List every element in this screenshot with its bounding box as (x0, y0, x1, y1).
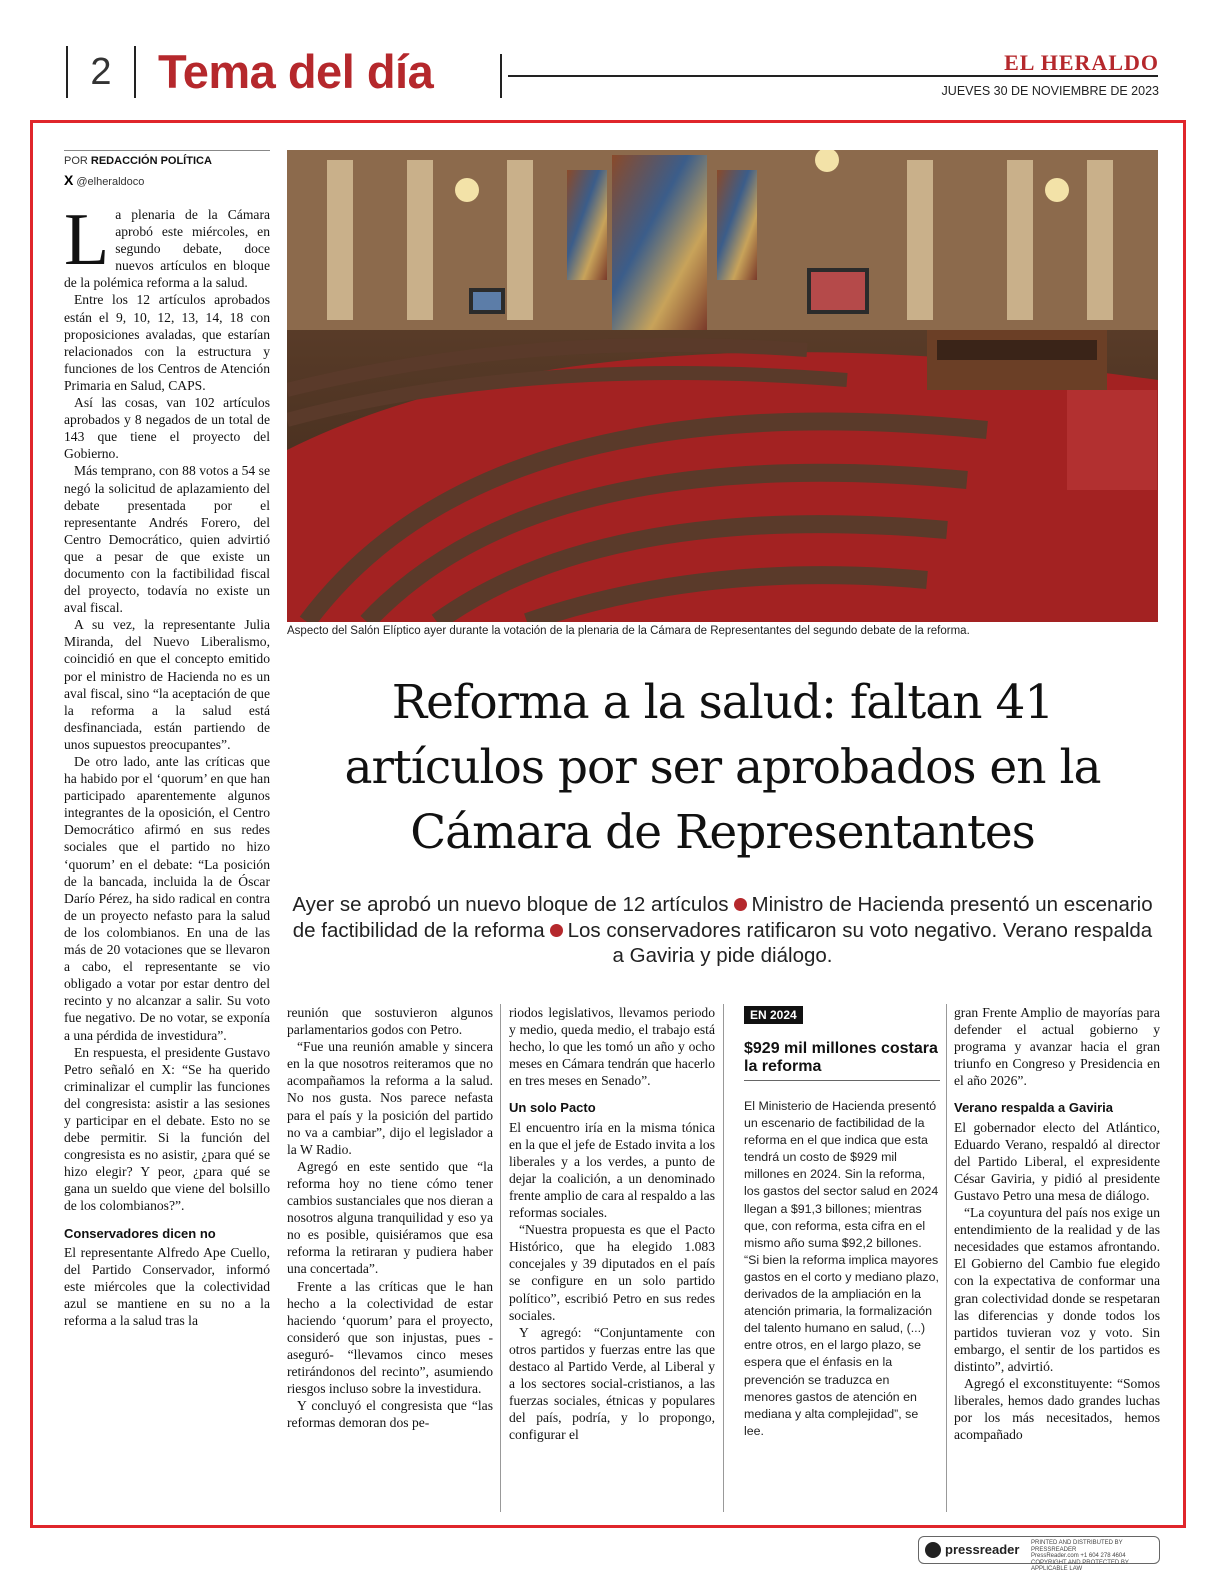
drop-cap: L (64, 199, 110, 281)
paragraph: Agregó en este sentido que “la reforma hoy no tiene cómo tener cambios sustanciales que nos dieran a nosotros alguna tranquilidad y eso ya no es posible, quisiéramos que esa reforma la retiraran y pudiera haber una concertada”. (287, 1158, 493, 1277)
paragraph: Frente a las críticas que le han hecho a la colectividad de estar haciendo ‘quorum’ para el proyecto, consideró que son injustas, pues -aseguró- “llevamos cinco meses retirándonos del recinto”, asumiendo riesgos incluso sobre la investidura. (287, 1278, 493, 1397)
column-divider (723, 1004, 724, 1512)
paragraph: gran Frente Amplio de mayorías para defender el actual gobierno y programa y avanzar hacia el gran triunfo en Congreso y Presidencia en el año 2026”. (954, 1005, 1160, 1089)
subheading: Conservadores dicen no (64, 1225, 216, 1241)
paragraph: “La coyuntura del país nos exige un entendimiento de la realidad y de las necesidades que estamos afrontando. El Gobierno del Cambio fue elegido con la expectativa de conformar una gran colectividad donde se respetaran las diferencias y donde todos los partidos tuvieran voz y voto. Sin embargo, el sentir de los partidos es distinto”, advirtió. (954, 1205, 1160, 1374)
social-handle[interactable] (64, 172, 144, 188)
paragraph: Entre los 12 artículos aprobados están el 9, 10, 12, 13, 14, 18 con proposiciones avaladas, que estarían relacionados con la estructura y funciones de los Centros de Atención Primaria en Salud, CAPS. (64, 292, 270, 393)
paragraph: Y concluyó el congresista que “las reformas demoran dos pe- (287, 1398, 493, 1431)
page-number: 2 (90, 51, 112, 93)
summary (287, 892, 1158, 969)
photo-caption: Aspecto del Salón Elíptico ayer durante la votación de la plenaria de la Cámara de Representantes del segundo debate de la reforma. (287, 625, 970, 637)
paragraph: Y agregó: “Conjuntamente con otros partidos y fuerzas entre las que destaco al Partido Verde, al Liberal y a los sectores social-cristianos, a las fuerzas sociales, étnicas y populares del país, podría, y lo propongo, configurar el (509, 1324, 715, 1443)
byline-author: REDACCIÓN POLÍTICA (90, 155, 212, 167)
x-icon: X (64, 172, 74, 188)
subheading: Un solo Pacto (509, 1100, 596, 1116)
paragraph: “Nuestra propuesta es que el Pacto Histórico, que ha elegido 1.083 concejales y 39 diputados en el país se configure en un solo partido político”, escribió Petro en sus redes sociales. (509, 1222, 715, 1323)
paragraph: En respuesta, el presidente Gustavo Petro señaló en X: “Se ha querido criminalizar el cumplir las funciones del congresista: asistir a las sesiones y participar en el debate. Esto no se debe permitir. Si la función del congresista es no asistir, ¿para qué se hizo elegir? Y peor, ¿para qué se gana un sueldo que viene del bolsillo de los colombianos?”. (64, 1044, 270, 1214)
page-number-box (66, 46, 136, 98)
divider (500, 54, 502, 98)
article-column-2 (287, 1004, 493, 1431)
column-divider (946, 1004, 947, 1512)
paragraph: La plenaria de la Cámara aprobó este miércoles, en segundo debate, doce nuevos artículos en bloque de la polémica reforma a la salud. (64, 199, 270, 291)
section-title: Tema del día (158, 45, 434, 98)
article-column-3 (509, 1004, 715, 1443)
summary-point-3: Los conservadores ratificaron su voto negativo. Verano respalda a Gaviria y pide diálogo. (567, 918, 1153, 967)
headline: Reforma a la salud: faltan 41 artículos por ser aprobados en la Cámara de Representantes (344, 675, 1101, 860)
article-column-5 (954, 1004, 1160, 1443)
paragraph: Más temprano, con 88 votos a 54 se negó la solicitud de aplazamiento del debate presentada por el representante Andrés Forero, del Centro Democrático, quien advirtió que a pesar de que existe un documento con la factibilidad fiscal del proyecto, todavía no existe un aval fiscal. (64, 463, 270, 616)
sidebar-text: El Ministerio de Hacienda presentó un escenario de factibilidad de la reforma en el que indica que esta tendrá un costo de $929 mil millones en 2024. Sin la reforma, los gastos del sector salud en 2024 llegan a $91,3 billones; mientras que, con reforma, esta cifra en el mismo año suma $92,2 billones. “Si bien la reforma implica mayores gastos en el corto y mediano plazo, derivados de la ampliación en la atención primaria, la formalización del talento humano en salud, (...) entre otros, en el largo plazo, se espera que el énfasis en la prevención se traduzca en menores gastos de atención en mediana y alta complejidad”, se lee. (744, 1099, 939, 1438)
subheading: Verano respalda a Gaviria (954, 1100, 1113, 1116)
issue-date: JUEVES 30 DE NOVIEMBRE DE 2023 (941, 84, 1159, 98)
bullet-dot-icon (734, 898, 747, 911)
newspaper-logo: EL HERALDO (1004, 50, 1159, 75)
parliament-illustration (287, 150, 1158, 622)
paragraph: El representante Alfredo Ape Cuello, del Partido Conservador, informó este miércoles que la colectividad azul se mantiene en su no a la reforma a la salud tras la (64, 1244, 270, 1328)
pressreader-badge[interactable] (918, 1536, 1160, 1572)
column-divider (500, 1004, 501, 1512)
sidebar-title: $929 mil millones costara la reforma (744, 1040, 940, 1081)
paragraph: Agregó el exconstituyente: “Somos liberales, hemos dado grandes luchas por los más necesitados, hemos acompañado (954, 1375, 1160, 1443)
paragraph: Así las cosas, van 102 artículos aprobados y 8 negados de un total de 143 que tiene el proyecto del Gobierno. (64, 395, 270, 462)
byline-prefix: POR (64, 155, 88, 167)
paragraph: El encuentro iría en la misma tónica en la que el jefe de Estado invita a los liberales y a los verdes, a punto de dejar la coalición, a un denominado frente amplio de cara al respaldo a las reformas sociales. (509, 1119, 715, 1221)
pressreader-notice: PRINTED AND DISTRIBUTED BY PRESSREADER PressReader.com +1 604 278 4604 COPYRIGHT AND PROTECTED BY APPLICABLE LAW (1031, 1540, 1129, 1572)
chamber-photo (287, 150, 1158, 622)
paragraph: A su vez, la representante Julia Miranda, del Nuevo Liberalismo, coincidió en que el concepto emitido por el ministro de Hacienda no es un aval fiscal, sino “la aceptación de que la reforma a la salud está desfinanciada, están partiendo de unos supuestos preocupantes”. (64, 617, 270, 752)
summary-point-1: Ayer se aprobó un nuevo bloque de 12 artículos (292, 893, 729, 916)
summary-point-2: Ministro de Hacienda presentó un escenario de factibilidad de la reforma (292, 893, 1153, 942)
bullet-dot-icon (550, 924, 563, 937)
paragraph: “Fue una reunión amable y sincera en la que nosotros reiteramos que no acompañamos la reforma a la salud. No nos gusta. Nos parece nefasta para el país y la posición del partido no va a cambiar”, dijo el legislador a la W Radio. (287, 1039, 493, 1157)
sidebar-tag: EN 2024 (744, 1006, 803, 1024)
article-column-1 (64, 199, 270, 1329)
pressreader-icon (925, 1542, 941, 1558)
handle-text: @elheraldoco (76, 176, 145, 188)
paragraph: El gobernador electo del Atlántico, Eduardo Verano, respaldó al director del Partido Liberal, el expresidente César Gaviria, y pidió al presidente Gustavo Petro una mesa de diálogo. (954, 1119, 1160, 1203)
pressreader-brand: pressreader (945, 1542, 1020, 1557)
paragraph: riodos legislativos, llevamos periodo y medio, queda medio, el trabajo está hecho, lo que les tomó un año y ocho meses en Cámara tendrán que hacerlo en tres meses en Senado”. (509, 1005, 715, 1089)
paragraph: reunión que sostuvieron algunos parlamentarios godos con Petro. (287, 1005, 493, 1038)
byline (64, 150, 270, 167)
paragraph: De otro lado, ante las críticas que ha habido por el ‘quorum’ en que han participado aparentemente algunos integrantes de la oposición, el Centro Democrático afirmó en sus redes sociales que el partido no hizo ‘quorum’ en el debate: “La posición de la bancada, incluida la de Óscar Darío Pérez, ha sido radical en contra de un proyecto nefasto para la salud de los colombianos. En una de las más de 20 votaciones que se llevaron a cabo, el representante se vio obligado a votar por estar dentro del recinto y no alcanzar a salir. Su voto fue negativo. De no votar, se exponía a una pérdida de investidura”. (64, 754, 270, 1043)
